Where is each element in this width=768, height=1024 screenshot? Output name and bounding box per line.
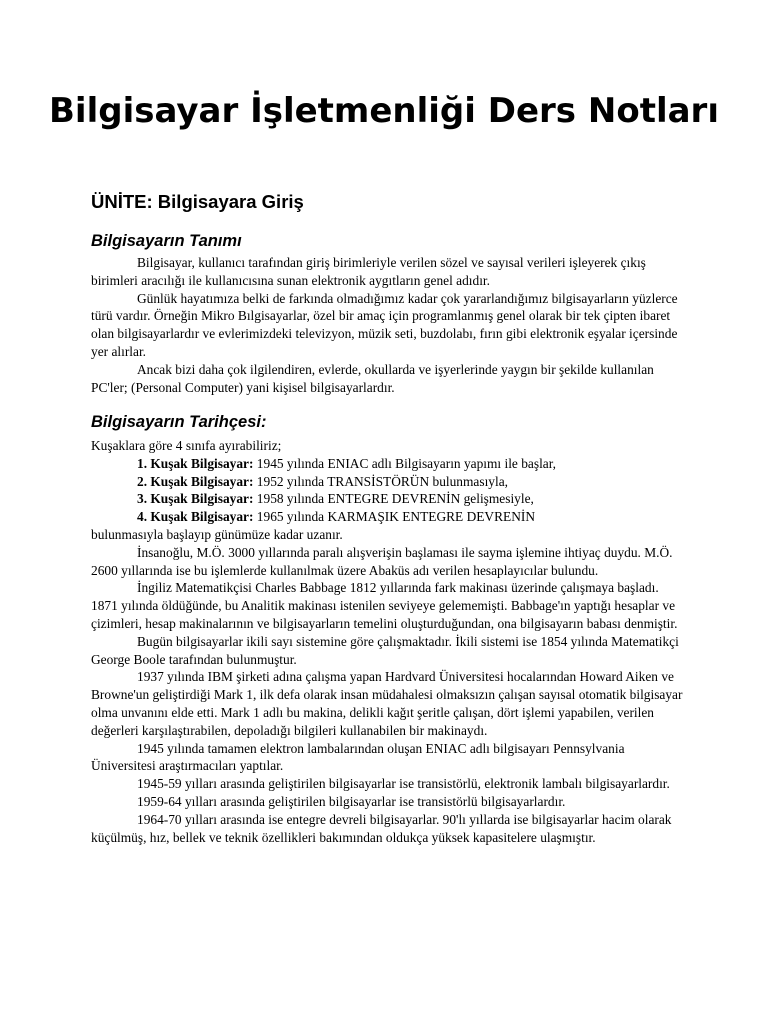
generation-label: 2. Kuşak Bilgisayar: <box>137 473 254 489</box>
generation-text: 1965 yılında KARMAŞIK ENTEGRE DEVRENİN <box>253 509 536 525</box>
paragraph: 1937 yılında IBM şirketi adına çalışma yapan Hardvard Üniversitesi hocalarından Howard Aiken ve Browne'un geliştirdiği Mark 1, ilk defa olarak insan müdahalesi olmaksızın çalışan sayısal otomatik bilgisayar olma unvanını elde etti. Mark 1 adlı bu makina, delikli kağıt şeritle çalışan, dört işlemi yapabilen, verilen değerleri karşılaştırabilen, depoladığı bilgileri kullanabilen bir makinaydı. <box>91 669 683 738</box>
document-title: Bilgisayar İşletmenliği Ders Notları <box>49 91 719 131</box>
paragraph: Ancak bizi daha çok ilgilendiren, evlerde, okullarda ve işyerlerinde yaygın bir şekilde kullanılan PC'ler; (Personal Computer) yani kişisel bilgisayarlardır. <box>91 361 654 395</box>
section-heading-history: Bilgisayarın Tarihçesi: <box>91 413 267 431</box>
generation-text: 1945 yılında ENIAC adlı Bilgisayarın yapımı ile başlar, <box>253 455 557 471</box>
generation-item <box>137 508 683 526</box>
generation-label: 1. Kuşak Bilgisayar: <box>137 455 254 471</box>
paragraph: İnsanoğlu, M.Ö. 3000 yıllarında paralı alışverişin başlaması ile sayma işlemine ihtiyaç duydu. M.Ö. 2600 yıllarında ise bu işlemlerde kullanılmak üzere Abaküs adı verilen hesaplayıcılar bulundu. <box>91 544 673 578</box>
generation-text: 1958 yılında ENTEGRE DEVRENİN gelişmesiyle, <box>253 491 534 507</box>
paragraph: 1945-59 yılları arasında geliştirilen bilgisayarlar ise transistörlü, elektronik lambalı bilgisayarlardır. <box>137 776 670 792</box>
section-body-definition <box>91 254 683 396</box>
paragraph: Bugün bilgisayarlar ikili sayı sistemine göre çalışmaktadır. İkili sistemi ise 1854 yılında Matematikçi George Boole tarafından bulunmuştur. <box>91 633 679 667</box>
history-intro: Kuşaklara göre 4 sınıfa ayırabiliriz; <box>91 438 282 453</box>
paragraph: 1964-70 yılları arasında ise entegre devreli bilgisayarlar. 90'lı yıllarda ise bilgisayarlar hacim olarak küçülmüş, hız, bellek ve teknik özellikleri bakımından oldukça yüksek kapasitelere ulaşmıştır. <box>91 811 672 845</box>
unit-heading: ÜNİTE: Bilgisayara Giriş <box>91 191 304 212</box>
section-body-history <box>91 437 683 846</box>
paragraph: 1959-64 yılları arasında geliştirilen bilgisayarlar ise transistörlü bilgisayarlardır. <box>137 793 566 809</box>
generation-item <box>137 473 683 491</box>
paragraph: Bilgisayar, kullanıcı tarafından giriş birimleriyle verilen sözel ve sayısal verileri işleyerek çıkış birimleri aracılığı ile kullanıcısına sunan elektronik aygıtların genel adıdır. <box>91 255 646 288</box>
generation-continuation: bulunmasıyla başlayıp günümüze kadar uzanır. <box>91 526 343 542</box>
paragraph: Günlük hayatımıza belki de farkında olmadığımız kadar çok yararlandığımız bilgisayarların yüzlerce türü vardır. Örneğin Mikro Bılgisayarlar, özel bir amaç için programlanmış genel olarak bir tek çipten ibaret olan bilgisayarlardır ve evlerimizdeki televizyon, müzik seti, buzdolabı, fırın gibi elektronik eşyalar içersinde yer alırlar. <box>91 290 678 359</box>
generation-text: 1952 yılında TRANSİSTÖRÜN bulunmasıyla, <box>253 473 508 489</box>
section-heading-definition: Bilgisayarın Tanımı <box>91 232 242 250</box>
generation-label: 3. Kuşak Bilgisayar: <box>137 491 254 507</box>
generation-item <box>137 455 683 473</box>
generation-item <box>137 490 683 508</box>
generation-label: 4. Kuşak Bilgisayar: <box>137 509 254 525</box>
paragraph: İngiliz Matematikçisi Charles Babbage 1812 yıllarında fark makinası üzerinde çalışmaya başladı. 1871 yılında öldüğünde, bu Analitik makinası istenilen seviyeye gelememişti. Babbage'ın yaptığı hesaplar ve çizimleri, hesap makinalarının ve bilgisayarların temelini oluşturduğundan, ona bilgisayarın babası denmiştir. <box>91 580 678 631</box>
paragraph: 1945 yılında tamamen elektron lambalarından oluşan ENIAC adlı bilgisayarı Pennsylvania Üniversitesi araştırmacıları yaptılar. <box>91 740 625 774</box>
